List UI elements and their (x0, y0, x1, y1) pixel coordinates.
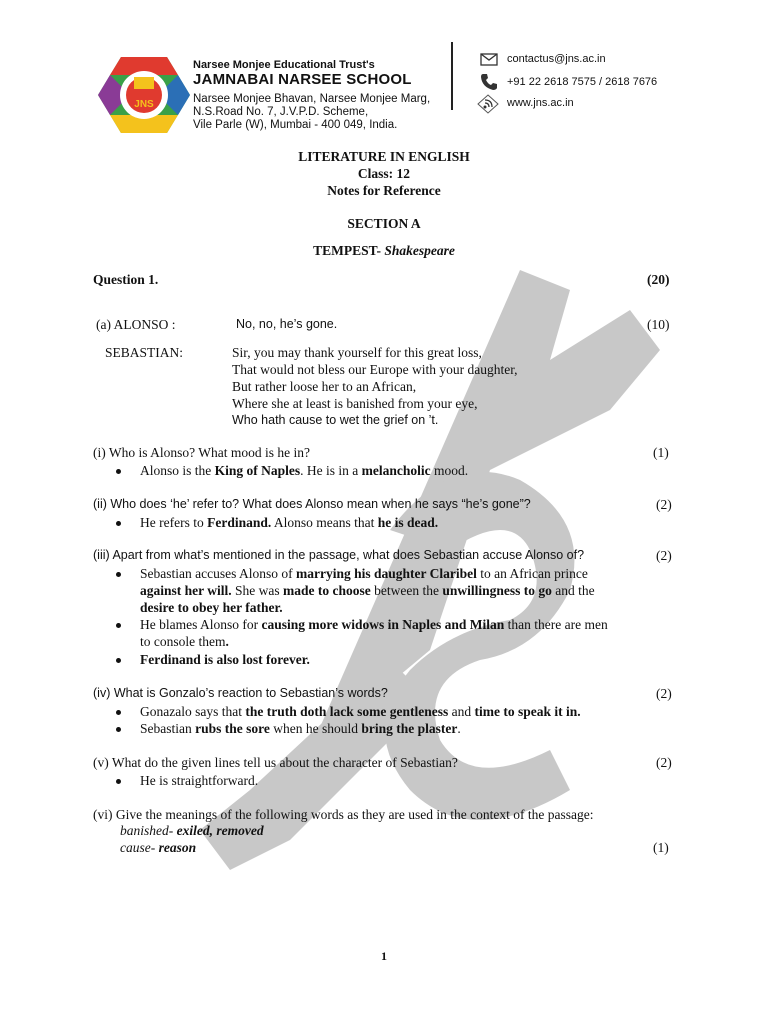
passage-line-1: Sir, you may thank yourself for this great loss, (232, 345, 482, 360)
phone-icon (480, 73, 498, 91)
bullet-icon (116, 623, 121, 628)
q2-text: (ii) Who does ‘he’ refer to? What does Alonso mean when he says “he’s gone”? (93, 497, 531, 511)
school-logo (98, 55, 190, 135)
doc-title: LITERATURE IN ENGLISH (298, 149, 470, 164)
section-heading: SECTION A (347, 216, 421, 231)
address-line-1: Narsee Monjee Bhavan, Narsee Monjee Marg, (193, 93, 431, 105)
doc-subtitle: Notes for Reference (327, 183, 441, 198)
passage-line-3: But rather loose her to an African, (232, 379, 417, 394)
q2-marks: (2) (656, 497, 672, 512)
question-label: Question 1. (93, 272, 159, 287)
q6-word-1: banished- exiled, removed (120, 823, 264, 838)
address-line-2: N.S.Road No. 7, J.V.P.D. Scheme, (193, 106, 369, 118)
passage-line-5: Who hath cause to wet the grief on ’t. (232, 413, 439, 427)
email-link[interactable]: contactus@jns.ac.in (507, 53, 606, 65)
q3-marks: (2) (656, 548, 672, 563)
bullet-icon (116, 727, 121, 732)
passage-line-4: Where she at least is banished from your eye, (232, 396, 478, 411)
bullet-icon (116, 658, 121, 663)
bullet-icon (116, 779, 121, 784)
q1-marks: (1) (653, 445, 669, 460)
website-link[interactable]: www.jns.ac.in (507, 97, 574, 109)
mail-icon (480, 53, 498, 66)
bullet-icon (116, 572, 121, 577)
web-icon (477, 94, 499, 114)
alonso-line: No, no, he’s gone. (236, 317, 338, 331)
trust-name: Narsee Monjee Educational Trust's (193, 59, 375, 71)
alonso-label: (a) ALONSO : (96, 317, 176, 332)
q3-answer-1-line-3: desire to obey her father. (140, 600, 283, 615)
logo-text: JNS (134, 99, 154, 110)
passage-line-2: That would not bless our Europe with your daughter, (232, 362, 518, 377)
q5-text: (v) What do the given lines tell us about the character of Sebastian? (93, 755, 458, 770)
school-name: JAMNABAI NARSEE SCHOOL (193, 71, 412, 88)
header-divider (451, 42, 453, 110)
bullet-icon (116, 469, 121, 474)
address-line-3: Vile Parle (W), Mumbai - 400 049, India. (193, 119, 398, 131)
q1-text: (i) Who is Alonso? What mood is he in? (93, 445, 310, 460)
question-marks: (20) (647, 272, 670, 287)
q5-marks: (2) (656, 755, 672, 770)
q3-text: (iii) Apart from what’s mentioned in the passage, what does Sebastian accuse Alonso of? (93, 548, 585, 562)
doc-class: Class: 12 (357, 166, 411, 181)
play-heading (0, 242, 768, 259)
q3-answer-1-line-2: against her will. She was made to choose between the unwillingness to go and the (140, 583, 595, 598)
q6-word-2: cause- reason (120, 840, 197, 855)
bullet-icon (116, 710, 121, 715)
passage-marks: (10) (647, 317, 670, 332)
q4-marks: (2) (656, 686, 672, 701)
play-author: Shakespeare (384, 243, 455, 258)
sebastian-label: SEBASTIAN: (105, 345, 184, 360)
phone-numbers: +91 22 2618 7575 / 2618 7676 (507, 76, 658, 88)
q6-marks: (1) (653, 840, 669, 855)
page-number: 1 (381, 949, 387, 963)
play-name: TEMPEST- (313, 243, 385, 258)
q3-answer-2-line-2: to console them. (140, 634, 229, 649)
bullet-icon (116, 521, 121, 526)
q6-text: (vi) Give the meanings of the following words as they are used in the context of the passage: (93, 807, 594, 822)
q4-text: (iv) What is Gonzalo’s reaction to Sebastian’s words? (93, 686, 388, 700)
